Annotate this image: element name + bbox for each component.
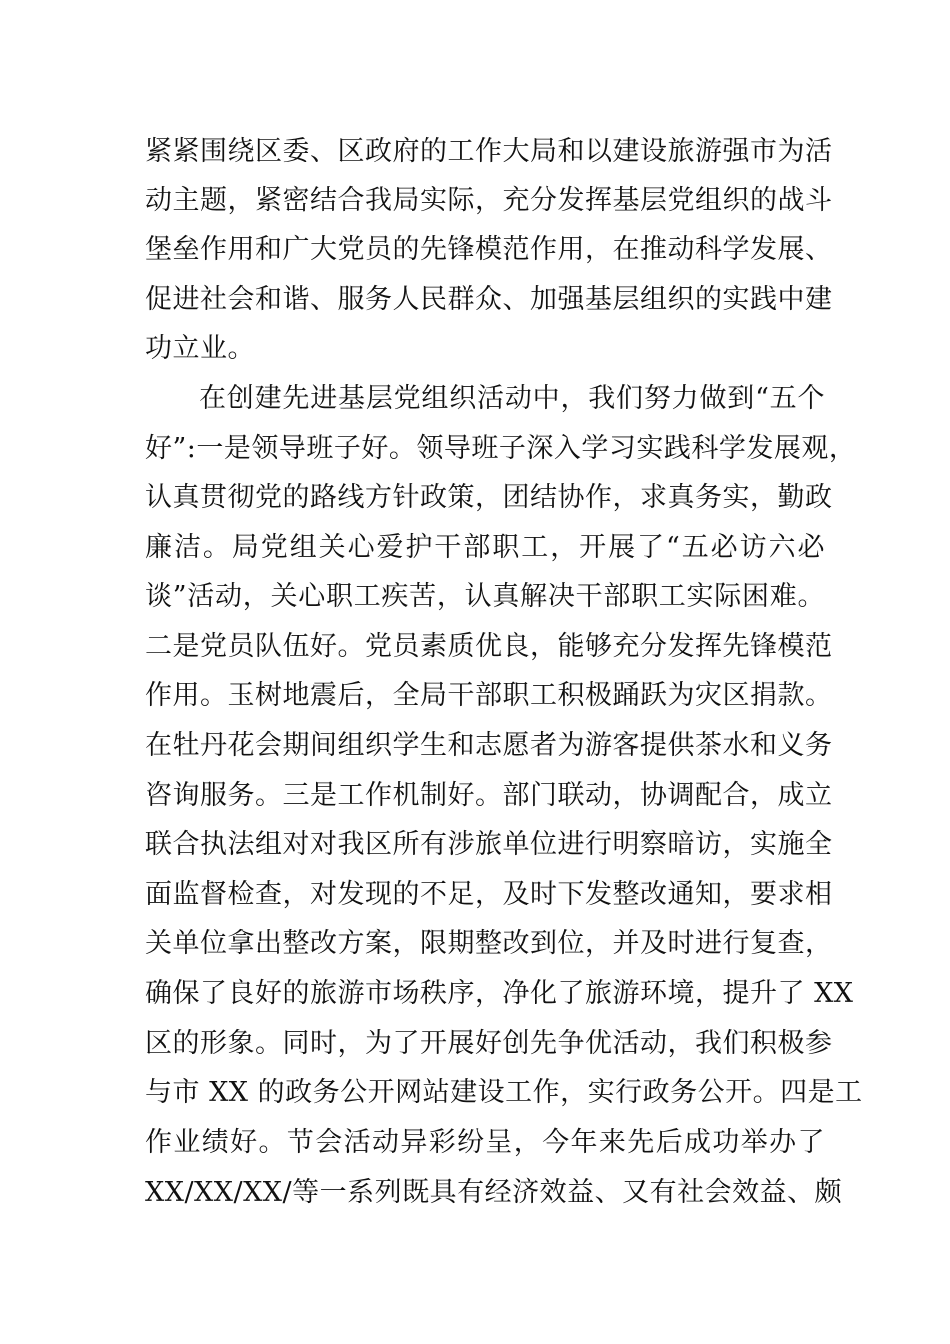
text-line-22: XX/XX/XX/等一系列既具有经济效益、又有社会效益、颇 (145, 1177, 843, 1208)
text-line-8: 认真贯彻党的路线方针政策，团结协作，求真务实，勤政 (145, 482, 833, 513)
text-line-11: 二是党员队伍好。党员素质优良，能够充分发挥先锋模范 (145, 631, 833, 662)
text-line-5: 功立业。 (145, 333, 255, 364)
text-line-20: 与市 XX 的政务公开网站建设工作，实行政务公开。四是工 (145, 1077, 863, 1108)
text-line-15: 联合执法组对对我区所有涉旅单位进行明察暗访，实施全 (145, 829, 833, 860)
text-line-7: 好”:一是领导班子好。领导班子深入学习实践科学发展观， (145, 433, 857, 464)
text-line-4: 促进社会和谐、服务人民群众、加强基层组织的实践中建 (145, 284, 833, 315)
text-line-21: 作业绩好。节会活动异彩纷呈，今年来先后成功举办了 (145, 1127, 825, 1158)
text-line-10: 谈”活动，关心职工疾苦，认真解决干部职工实际困难。 (145, 581, 825, 612)
text-line-9: 廉洁。局党组关心爱护干部职工，开展了“五必访六必 (145, 532, 825, 563)
text-line-12: 作用。玉树地震后，全局干部职工积极踊跃为灾区捐款。 (145, 680, 833, 711)
text-line-19: 区的形象。同时，为了开展好创先争优活动，我们积极参 (145, 1028, 833, 1059)
text-line-2: 动主题，紧密结合我局实际，充分发挥基层党组织的战斗 (145, 185, 833, 216)
text-line-1: 紧紧围绕区委、区政府的工作大局和以建设旅游强市为活 (145, 136, 833, 167)
text-line-18: 确保了良好的旅游市场秩序，净化了旅游环境，提升了 XX (145, 978, 854, 1009)
text-line-13: 在牡丹花会期间组织学生和志愿者为游客提供茶水和义务 (145, 730, 833, 761)
text-line-6: 在创建先进基层党组织活动中，我们努力做到“五个 (199, 383, 825, 414)
text-line-16: 面监督检查，对发现的不足，及时下发整改通知，要求相 (145, 879, 833, 910)
text-line-14: 咨询服务。三是工作机制好。部门联动，协调配合，成立 (145, 780, 833, 811)
text-line-3: 堡垒作用和广大党员的先锋模范作用，在推动科学发展、 (145, 234, 833, 265)
text-line-17: 关单位拿出整改方案，限期整改到位，并及时进行复查， (145, 928, 833, 959)
